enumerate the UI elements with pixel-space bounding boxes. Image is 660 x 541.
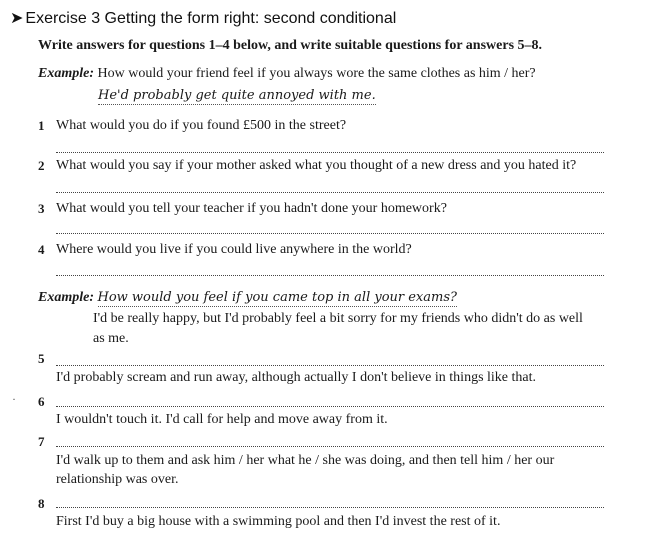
question-number: 3 (38, 201, 45, 216)
example1-question: How would your friend feel if you always wore the same clothes as him / her? (97, 66, 536, 81)
answer-number: 8 (38, 496, 45, 511)
example1-row (38, 66, 536, 82)
question-number: 1 (38, 118, 45, 133)
stray-mark: · (12, 392, 16, 406)
answer-number: 6 (38, 394, 45, 409)
question-text: What would you do if you found £500 in the street? (56, 118, 347, 133)
answer-number: 7 (38, 434, 45, 449)
answer-text-continued: relationship was over. (56, 472, 179, 487)
exercise-title: Exercise 3 Getting the form right: second conditional (25, 10, 397, 27)
answer-line-3[interactable] (56, 233, 604, 234)
example2-answer-line1: I'd be really happy, but I'd probably feel a bit sorry for my friends who didn't do as well (93, 311, 583, 326)
question-line-5[interactable] (56, 365, 604, 366)
example2-answer-line2: as me. (93, 331, 129, 346)
question-text: What would you tell your teacher if you hadn't done your homework? (56, 201, 447, 216)
example2-label: Example: (38, 290, 94, 305)
question-text: What would you say if your mother asked what you thought of a new dress and you hated it? (56, 158, 577, 173)
answer-line-1[interactable] (56, 152, 604, 153)
question-line-8[interactable] (56, 507, 604, 508)
instructions: Write answers for questions 1–4 below, and write suitable questions for answers 5–8. (38, 38, 543, 53)
answer-line-2[interactable] (56, 192, 604, 193)
example2-row (38, 290, 457, 306)
example2-question: How would you feel if you came top in all your exams? (97, 290, 457, 305)
answer-line-4[interactable] (56, 275, 604, 276)
answer-text: I'd walk up to them and ask him / her what he / she was doing, and then tell him / her our (56, 453, 555, 468)
answer-text: I wouldn't touch it. I'd call for help and move away from it. (56, 412, 388, 427)
answer-text: First I'd buy a big house with a swimming pool and then I'd invest the rest of it. (56, 514, 501, 529)
question-number: 4 (38, 242, 45, 257)
question-line-7[interactable] (56, 446, 604, 447)
question-number: 2 (38, 158, 45, 173)
example1-answer: He'd probably get quite annoyed with me. (98, 88, 376, 103)
example1-label: Example: (38, 66, 94, 81)
arrow-icon: ➤ (10, 10, 24, 27)
answer-text: I'd probably scream and run away, although actually I don't believe in things like that. (56, 370, 536, 385)
question-text: Where would you live if you could live anywhere in the world? (56, 242, 412, 257)
exercise-heading (10, 8, 396, 28)
answer-number: 5 (38, 351, 45, 366)
question-line-6[interactable] (56, 406, 604, 407)
